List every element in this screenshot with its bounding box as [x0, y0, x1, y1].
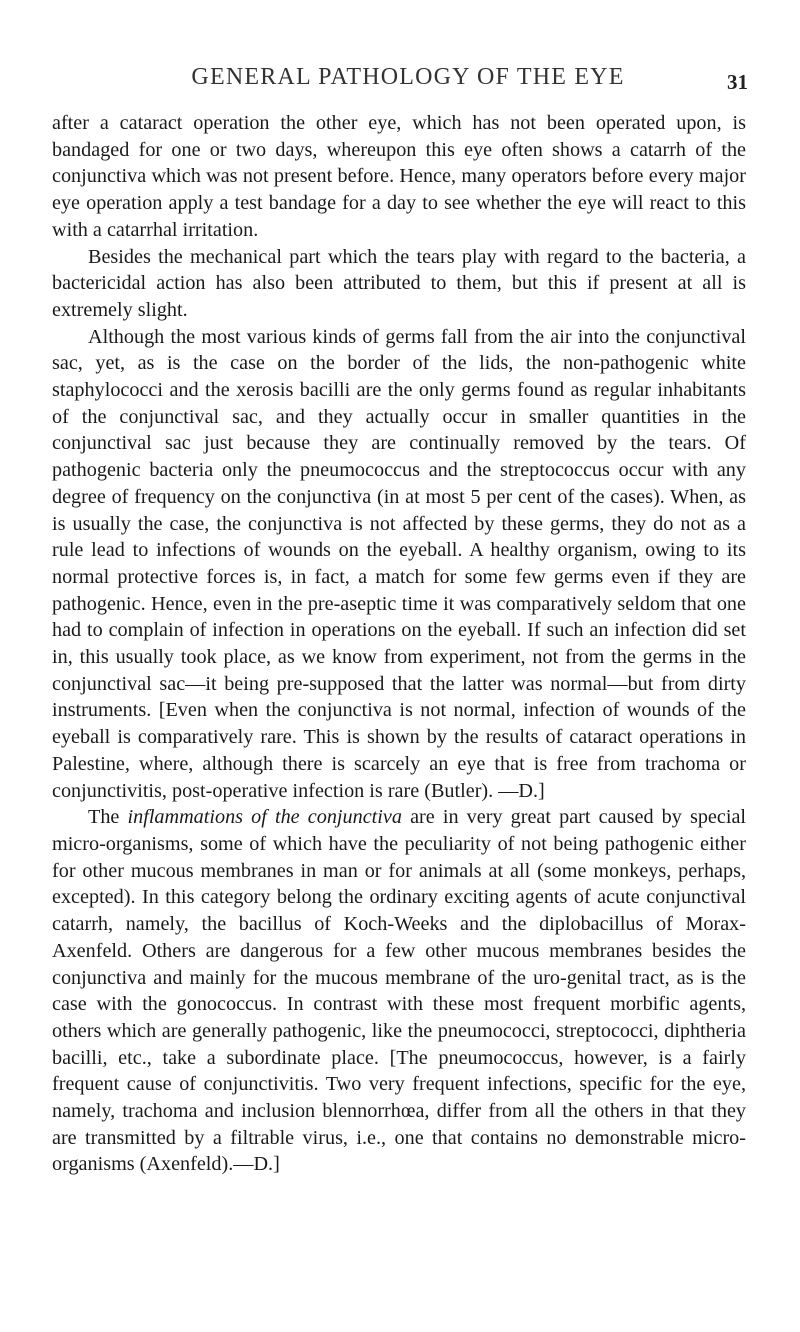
page-header — [52, 64, 748, 98]
running-head: GENERAL PATHOLOGY OF THE EYE — [191, 64, 625, 90]
paragraph-lead: The — [88, 806, 128, 829]
page-number: 31 — [727, 70, 748, 94]
paragraph-continuation: after a cataract operation the other eye, which has not been operated upon, is bandaged for one or two days, whereupon this eye often shows a catarrh of the conjunctiva which was not present before. Hence, many operators before every major eye operation apply a test bandage for a day to see whether the eye will react to this with a catarrhal irritation. — [52, 112, 746, 241]
paragraph-inflammations — [52, 804, 746, 1178]
emphasis-inflammations: inflammations of the conjunctiva — [127, 806, 402, 829]
paragraph-body: are in very great part caused by special micro-organisms, some of which have the peculiarity of not being pathogenic either for other mucous membranes in man or for animals at all (some monkeys, perhaps, excepted). In this category belong the ordinary exciting agents of acute conjunctival catarrh, namely, the bacillus of Koch-Weeks and the diplobacillus of Morax-Axenfeld. Others are dangerous for a few other mucous membranes besides the conjunctiva and mainly for the mucous membrane of the uro-genital tract, as is the case with the gonococcus. In contrast with these most frequent morbific agents, others which are generally pathogenic, like the pneumococci, streptococci, diphtheria bacilli, etc., take a subordinate place. [The pneumococcus, however, is a fairly frequent cause of conjunctivitis. Two very frequent infections, specific for the eye, namely, trachoma and inclusion blennorrhœa, differ from all the others in that they are transmitted by a filtrable virus, i.e., one that contains no demonstrable micro-organisms (Axenfeld).—D.] — [52, 806, 747, 1176]
paragraph-germs-conjunctival-sac: Although the most various kinds of germs fall from the air into the conjunctival sac, yet, as is the case on the border of the lids, the non-pathogenic white staphylococci and the xerosis bacilli are the only germs found as regular inhabitants of the conjunctival sac, and they actually occur in smaller quantities in the conjunctival sac just because they are continually removed by the tears. Of pathogenic bacteria only the pneumococcus and the streptococcus occur with any degree of frequency on the conjunctiva (in at most 5 per cent of the cases). When, as is usually the case, the conjunctiva is not affected by these germs, they do not as a rule lead to infections of wounds on the eyeball. A healthy organism, owing to its normal protective forces is, in fact, a match for some few germs even if they are pathogenic. Hence, even in the pre-aseptic time it was comparatively seldom that one had to complain of infection in operations on the eyeball. If such an infection did set in, this usually took place, as we know from experiment, not from the germs in the conjunctival sac—it being pre-supposed that the latter was normal—but from dirty instruments. [Even when the conjunctiva is not normal, infection of wounds of the eyeball is comparatively rare. This is shown by the results of cataract operations in Palestine, where, although there is scarcely an eye that is free from trachoma or conjunctivitis, post-operative infection is rare (Butler). —D.] — [52, 325, 746, 802]
paragraph-tears-bactericidal: Besides the mechanical part which the tears play with regard to the bacteria, a bactericidal action has also been attributed to them, but this if present at all is extremely slight. — [52, 245, 746, 321]
body-text — [52, 110, 746, 1178]
